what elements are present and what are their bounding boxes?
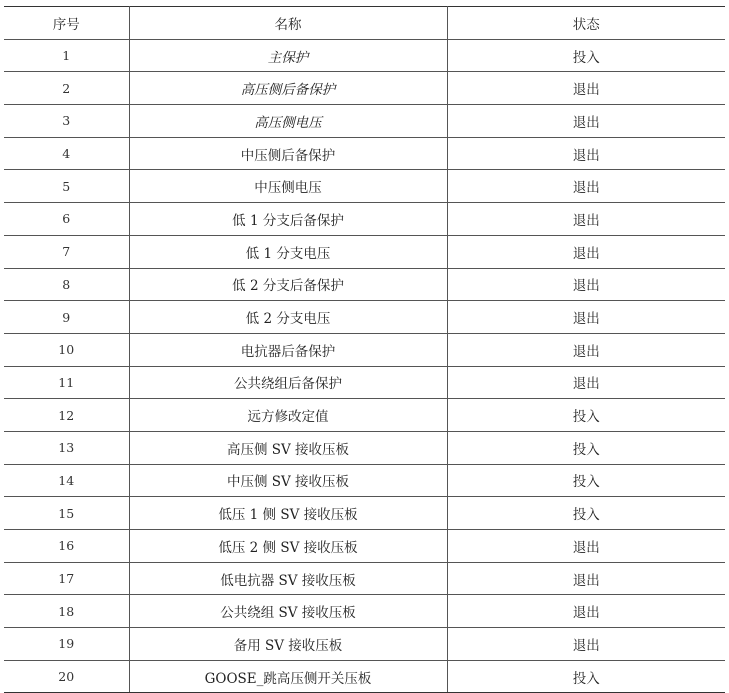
table-row — [4, 268, 725, 301]
row-name: 低电抗器 SV 接收压板 — [129, 562, 447, 595]
row-status: 退出 — [447, 366, 725, 399]
row-status: 退出 — [447, 333, 725, 366]
row-status: 退出 — [447, 137, 725, 170]
row-name: 高压侧 SV 接收压板 — [129, 431, 447, 464]
protection-status-table — [4, 6, 725, 693]
table-header-row — [4, 7, 725, 40]
row-status: 退出 — [447, 268, 725, 301]
row-serial-number: 3 — [4, 105, 129, 138]
table-row — [4, 628, 725, 661]
row-serial-number: 18 — [4, 595, 129, 628]
row-status: 投入 — [447, 39, 725, 72]
table-row — [4, 235, 725, 268]
table-row — [4, 660, 725, 693]
table-row — [4, 170, 725, 203]
row-name: 电抗器后备保护 — [129, 333, 447, 366]
row-name: GOOSE_跳高压侧开关压板 — [129, 660, 447, 693]
row-name: 中压侧后备保护 — [129, 137, 447, 170]
table-row — [4, 431, 725, 464]
table-body — [4, 39, 725, 693]
table-row — [4, 39, 725, 72]
row-name: 远方修改定值 — [129, 399, 447, 432]
row-serial-number: 10 — [4, 333, 129, 366]
table-row — [4, 366, 725, 399]
table-row — [4, 464, 725, 497]
row-serial-number: 19 — [4, 628, 129, 661]
table-row — [4, 530, 725, 563]
row-status: 退出 — [447, 301, 725, 334]
row-status: 退出 — [447, 170, 725, 203]
row-serial-number: 2 — [4, 72, 129, 105]
row-name: 低压 1 侧 SV 接收压板 — [129, 497, 447, 530]
table-row — [4, 562, 725, 595]
row-status: 退出 — [447, 530, 725, 563]
row-serial-number: 13 — [4, 431, 129, 464]
row-name: 低 2 分支电压 — [129, 301, 447, 334]
table-row — [4, 399, 725, 432]
row-serial-number: 5 — [4, 170, 129, 203]
row-name: 低 2 分支后备保护 — [129, 268, 447, 301]
row-status: 退出 — [447, 203, 725, 236]
row-status: 退出 — [447, 72, 725, 105]
table-row — [4, 301, 725, 334]
row-serial-number: 14 — [4, 464, 129, 497]
table-row — [4, 137, 725, 170]
row-name: 公共绕组 SV 接收压板 — [129, 595, 447, 628]
row-status: 退出 — [447, 105, 725, 138]
row-serial-number: 20 — [4, 660, 129, 693]
row-name: 备用 SV 接收压板 — [129, 628, 447, 661]
row-status: 投入 — [447, 431, 725, 464]
row-status: 投入 — [447, 399, 725, 432]
table-row — [4, 72, 725, 105]
row-serial-number: 12 — [4, 399, 129, 432]
row-serial-number: 6 — [4, 203, 129, 236]
row-serial-number: 15 — [4, 497, 129, 530]
header-serial-number: 序号 — [4, 7, 129, 40]
row-name: 中压侧 SV 接收压板 — [129, 464, 447, 497]
row-status: 退出 — [447, 235, 725, 268]
row-serial-number: 16 — [4, 530, 129, 563]
table-row — [4, 333, 725, 366]
row-serial-number: 9 — [4, 301, 129, 334]
table-row — [4, 595, 725, 628]
row-serial-number: 8 — [4, 268, 129, 301]
row-status: 投入 — [447, 464, 725, 497]
row-name: 低压 2 侧 SV 接收压板 — [129, 530, 447, 563]
row-name: 低 1 分支电压 — [129, 235, 447, 268]
row-serial-number: 7 — [4, 235, 129, 268]
row-status: 退出 — [447, 562, 725, 595]
row-status: 投入 — [447, 497, 725, 530]
row-status: 退出 — [447, 628, 725, 661]
row-name: 高压侧后备保护 — [129, 72, 447, 105]
row-name: 高压侧电压 — [129, 105, 447, 138]
row-status: 退出 — [447, 595, 725, 628]
protection-status-table-container — [4, 6, 725, 693]
row-serial-number: 1 — [4, 39, 129, 72]
row-status: 投入 — [447, 660, 725, 693]
row-name: 中压侧电压 — [129, 170, 447, 203]
header-name: 名称 — [129, 7, 447, 40]
row-serial-number: 11 — [4, 366, 129, 399]
header-status: 状态 — [447, 7, 725, 40]
row-name: 主保护 — [129, 39, 447, 72]
table-row — [4, 203, 725, 236]
table-row — [4, 105, 725, 138]
row-serial-number: 4 — [4, 137, 129, 170]
row-serial-number: 17 — [4, 562, 129, 595]
row-name: 低 1 分支后备保护 — [129, 203, 447, 236]
table-row — [4, 497, 725, 530]
row-name: 公共绕组后备保护 — [129, 366, 447, 399]
